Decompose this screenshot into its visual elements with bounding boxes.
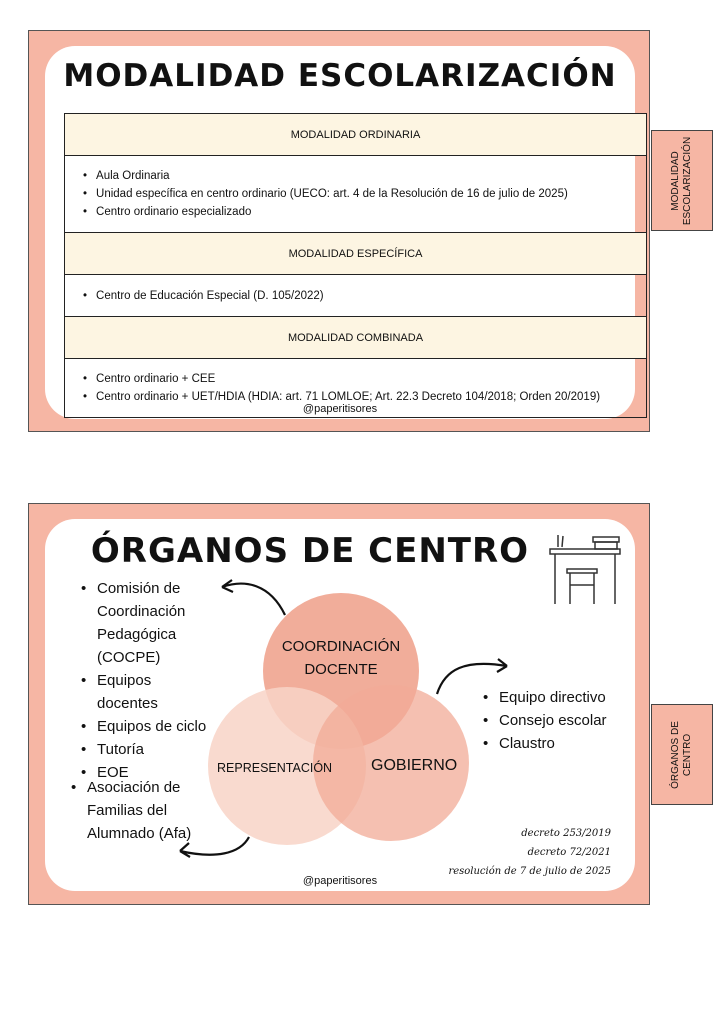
citation: decreto 253/2019 (521, 828, 611, 839)
card-organos (28, 503, 650, 905)
section-header: MODALIDAD ESPECÍFICA (65, 233, 646, 275)
page-title: ÓRGANOS DE CENTRO (90, 531, 530, 571)
list-item: • Comisión de Coordinación Pedagógica (COCPE) (79, 577, 214, 669)
card-inner (45, 519, 635, 891)
list-item: • Equipos de ciclo (79, 715, 214, 738)
list-item: • Centro ordinario especializado (83, 203, 646, 221)
modalidad-table (64, 113, 647, 418)
citation: decreto 72/2021 (527, 847, 611, 858)
circle-label-gobierno: GOBIERNO (371, 757, 458, 774)
citation: resolución de 7 de julio de 2025 (448, 866, 611, 877)
gobierno-list (481, 686, 607, 755)
list-item: • Claustro (481, 732, 607, 755)
coordinacion-list (79, 577, 214, 784)
section-list (65, 156, 646, 233)
tab-label: MODALIDAD ESCOLARIZACIÓN (670, 136, 694, 225)
side-tab-modalidad[interactable] (651, 130, 713, 231)
citations (448, 824, 611, 881)
desk-icon (550, 535, 620, 604)
tab-label: ÓRGANOS DE CENTRO (670, 720, 694, 789)
list-item: • Tutoría (79, 738, 214, 761)
list-item: • Centro ordinario + UET/HDIA (HDIA: art. 71 LOMLOE; Art. 22.3 Decreto 104/2018; Orden 20/2019) (83, 388, 646, 406)
circle-label-coordinacion: COORDINACIÓN DOCENTE (281, 638, 401, 678)
card-inner (45, 46, 635, 419)
arrow-coordinacion-icon (222, 580, 285, 615)
section-list (65, 275, 646, 317)
list-item: • Asociación de Familias del Alumnado (Afa) (69, 776, 209, 845)
author-handle: @paperitisores (302, 875, 378, 887)
list-item: • Equipo directivo (481, 686, 607, 709)
author-handle: @paperitisores (302, 403, 378, 415)
side-tab-organos[interactable] (651, 704, 713, 805)
list-item: • Aula Ordinaria (83, 167, 646, 185)
list-item: • EOE (79, 761, 214, 784)
list-item: • Consejo escolar (481, 709, 607, 732)
section-header: MODALIDAD ORDINARIA (65, 114, 646, 156)
section-header: MODALIDAD COMBINADA (65, 317, 646, 359)
card-modalidad (28, 30, 650, 432)
list-item: • Centro ordinario + CEE (83, 370, 646, 388)
circle-label-representacion: REPRESENTACIÓN (217, 761, 333, 775)
list-item: • Equipos docentes (79, 669, 214, 715)
list-item: • Unidad específica en centro ordinario (UECO: art. 4 de la Resolución de 16 de julio de 2025) (83, 185, 646, 203)
page-title: MODALIDAD ESCOLARIZACIÓN (63, 58, 617, 94)
representacion-list (69, 776, 209, 845)
list-item: • Centro de Educación Especial (D. 105/2022) (83, 287, 646, 305)
